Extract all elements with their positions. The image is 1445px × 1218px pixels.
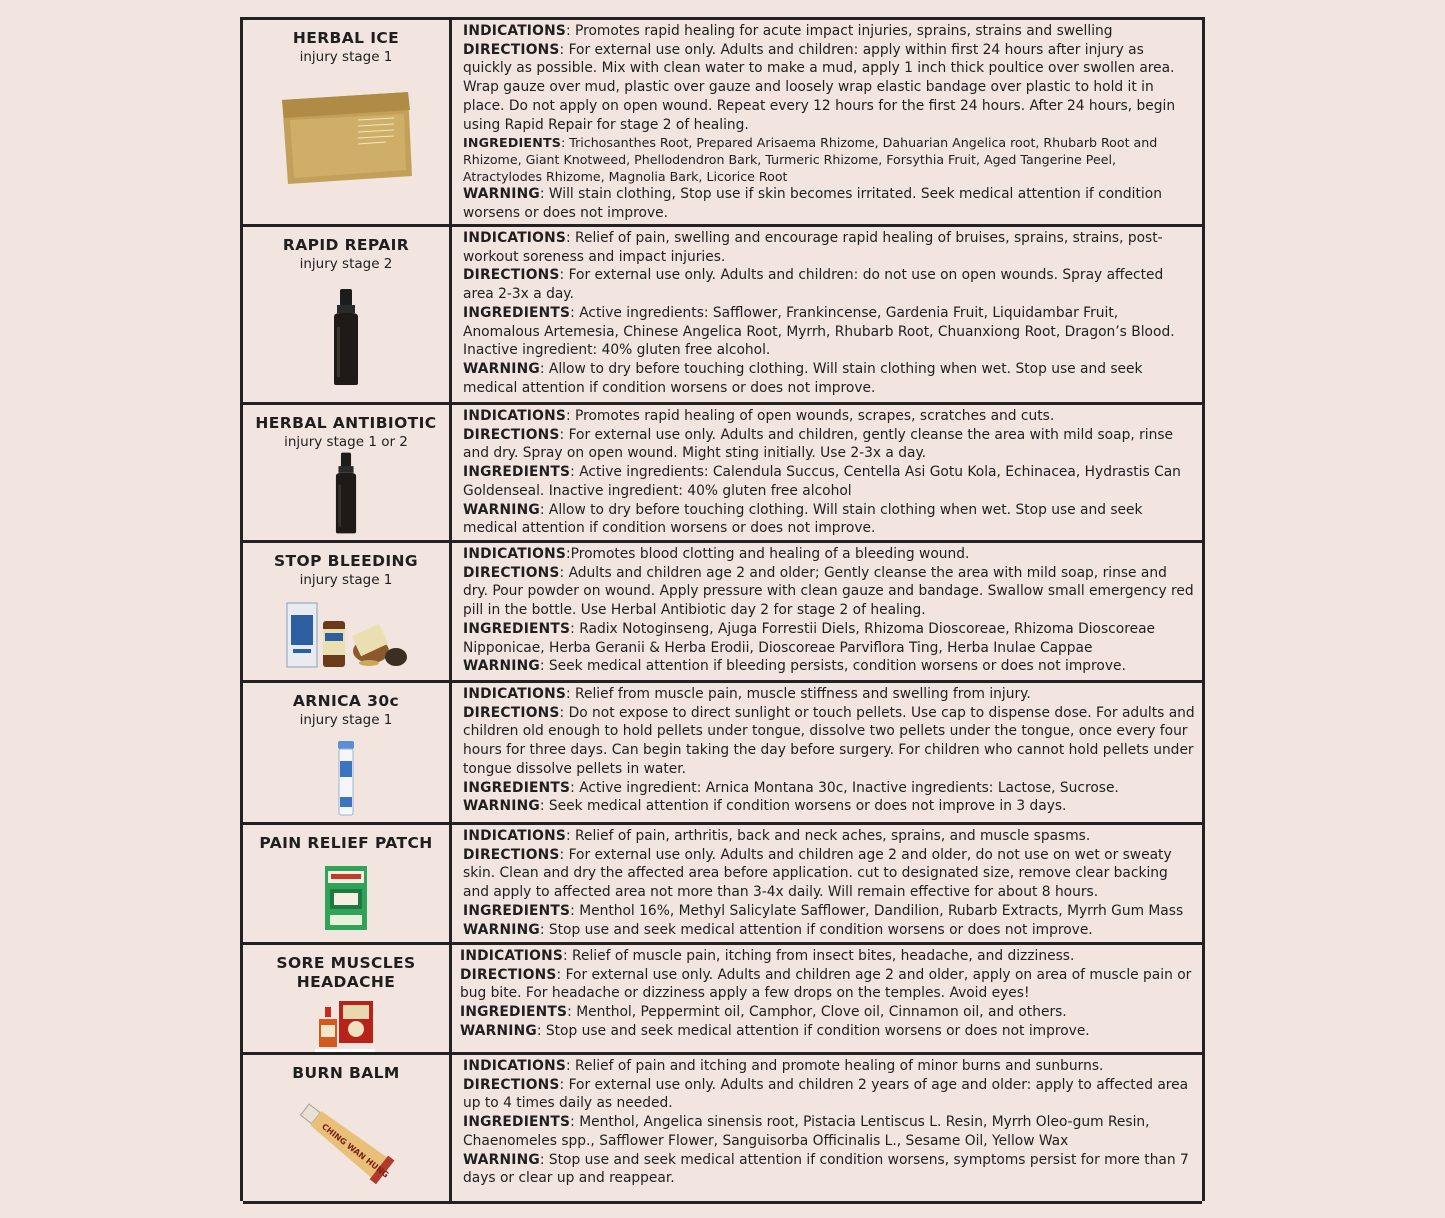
warning-text: : Stop use and seek medical attention if condition worsens or does not improve.: [536, 1022, 1090, 1039]
ingredients-text: : Menthol, Peppermint oil, Camphor, Clove oil, Cinnamon oil, and others.: [567, 1004, 1067, 1021]
indications-label: INDICATIONS: [463, 546, 566, 562]
directions-label: DIRECTIONS: [463, 704, 560, 721]
warning-label: WARNING: [463, 1151, 540, 1168]
ingredients-text: : Trichosanthes Root, Prepared Arisaema Rhizome, Dahuarian Angelica root, Rhubarb Root and Rhizome, Giant Knotweed, Phellodendron Bark, Turmeric Rhizome, Forsythia Fruit, Aged Tangerine Peel, Atractylodes Rhizome, Magnolia Bark, Licorice Root: [463, 135, 1158, 185]
product-details: [455, 22, 1196, 223]
table-row: [243, 945, 1202, 1055]
ingredients-label: INGREDIENTS: [463, 1114, 571, 1131]
ingredients-text: : Menthol, Angelica sinensis root, Pistacia Lentiscus L. Resin, Myrrh Oleo-gum Resin, Chaenomeles spp., Safflower Flower, Sanguisorba Officinalis L., Sesame Oil, Yellow Wax: [463, 1114, 1150, 1149]
warning-label: WARNING: [463, 501, 540, 518]
injury-stage: injury stage 1: [299, 712, 393, 728]
indications-label: INDICATIONS: [463, 686, 566, 702]
indications-label: INDICATIONS: [463, 828, 566, 844]
product-details: [455, 229, 1196, 397]
directions-text: : For external use only. Adults and children, gently cleanse the area with mild soap, rinse and dry. Spray on open wound. Might sting initially. Use 2-3x a day.: [463, 426, 1174, 462]
ingredients-text: : Active ingredients: Safflower, Frankincense, Gardenia Fruit, Liquidambar Fruit, Anomalous Artemesia, Chinese Angelica Root, Myrrh, Rhubarb Root, Chuanxiong Root, Dragon’s Blood. Inactive ingredient: 40% gluten free alcohol.: [463, 304, 1175, 359]
herbal-ice-packet-image: [243, 90, 449, 186]
spray-bottle-image: [243, 451, 449, 535]
warning-label: WARNING: [463, 798, 540, 815]
product-details: [455, 1057, 1196, 1188]
directions-label: DIRECTIONS: [463, 1076, 560, 1093]
directions-text: : Do not expose to direct sunlight or touch pellets. Use cap to dispense dose. For adults and children old enough to hold pellets under tongue, dissolve two pellets under the tongue, once every four hours for three days. Can begin taking the day before surgery. For children who cannot hold pellets under tongue dissolve pellets in water.: [463, 704, 1195, 777]
table-row: [243, 1055, 1202, 1204]
pellet-tube-image: [243, 741, 449, 817]
directions-label: DIRECTIONS: [460, 966, 557, 983]
product-cell: [243, 405, 452, 540]
injury-stage: injury stage 2: [299, 256, 393, 272]
injury-stage: injury stage 1: [299, 572, 393, 588]
directions-label: DIRECTIONS: [463, 41, 560, 58]
directions-label: DIRECTIONS: [463, 267, 560, 284]
ointment-tube-image: [243, 1097, 449, 1189]
indications-text: : Relief of muscle pain, itching from insect bites, headache, and dizziness.: [562, 948, 1075, 964]
product-cell: [243, 543, 452, 680]
directions-text: : For external use only. Adults and children 2 years of age and older: apply to affected area up to 4 times daily as needed.: [463, 1076, 1189, 1112]
product-details: [455, 827, 1196, 939]
product-cell: [243, 1055, 452, 1201]
warning-label: WARNING: [463, 360, 540, 377]
directions-text: : For external use only. Adults and children: apply within first 24 hours after injury as quickly as possible. Mix with clean water to make a mud, apply 1 inch thick poultice over swollen area. Wrap gauze over mud, plastic over gauze and loosely wrap elastic bandage over plastic to hold it in place. Do not apply on open wound. Repeat every 12 hours for the first 24 hours. After 24 hours, begin using Rapid Repair for stage 2 of healing.: [463, 41, 1176, 133]
product-name: PAIN RELIEF PATCH: [259, 834, 433, 852]
warning-label: WARNING: [463, 658, 540, 675]
product-details: [455, 545, 1196, 676]
powder-bottles-image: [243, 599, 449, 671]
warning-text: : Allow to dry before touching clothing. Will stain clothing when wet. Stop use and seek medical attention if condition worsens or does not improve.: [463, 501, 1143, 537]
product-cell: [243, 683, 452, 822]
ingredients-label: INGREDIENTS: [463, 779, 571, 796]
table-row: [243, 227, 1202, 405]
indications-text: : Relief of pain, arthritis, back and neck aches, sprains, and muscle spasms.: [565, 828, 1091, 844]
ingredients-label: INGREDIENTS: [463, 620, 571, 637]
table-row: [243, 543, 1202, 683]
indications-text: : Promotes rapid healing of open wounds, scrapes, scratches and cuts.: [565, 408, 1055, 424]
indications-label: INDICATIONS: [463, 23, 566, 39]
directions-text: : For external use only. Adults and children age 2 and older, do not use on wet or sweaty skin. Clean and dry the affected area before application. cut to designated size, remove clear backing and apply to affected area not more than 3-4x daily. Will remain effective for about 8 hours.: [463, 846, 1172, 901]
table-row: [243, 405, 1202, 543]
product-cell: [243, 20, 452, 224]
indications-label: INDICATIONS: [463, 408, 566, 424]
directions-label: DIRECTIONS: [463, 564, 560, 581]
tube-label: CHING WAN HUNG: [320, 1121, 391, 1180]
product-details: [452, 947, 1196, 1041]
product-name: STOP BLEEDING: [273, 552, 419, 570]
ingredients-text: : Active ingredients: Calendula Succus, Centella Asi Gotu Kola, Echinacea, Hydrastis Can Goldenseal. Inactive ingredient: 40% gluten free alcohol: [463, 464, 1181, 499]
indications-label: INDICATIONS: [460, 948, 563, 964]
injury-stage: injury stage 1 or 2: [284, 434, 408, 450]
product-cell: [243, 945, 452, 1052]
ingredients-label: INGREDIENTS: [463, 464, 571, 481]
product-table: [240, 17, 1205, 1201]
ingredients-text: : Active ingredient: Arnica Montana 30c, Inactive ingredients: Lactose, Sucrose.: [570, 779, 1119, 796]
warning-text: : Stop use and seek medical attention if condition worsens, symptoms persist for more than 7 days or clear up and reappear.: [463, 1151, 1189, 1187]
warning-text: : Seek medical attention if bleeding persists, condition worsens or does not improve.: [539, 658, 1126, 675]
product-name: SORE MUSCLES HEADACHE: [276, 954, 416, 991]
patch-box-image: [243, 865, 449, 931]
product-name: RAPID REPAIR: [282, 236, 410, 254]
table-row: [243, 20, 1202, 227]
ingredients-label: INGREDIENTS: [460, 1004, 568, 1021]
product-name: ARNICA 30c: [292, 692, 400, 710]
ingredients-label: INGREDIENTS: [463, 304, 571, 321]
directions-label: DIRECTIONS: [463, 846, 560, 863]
product-details: [455, 407, 1196, 538]
indications-text: : Relief of pain and itching and promote healing of minor burns and sunburns.: [565, 1058, 1104, 1074]
warning-label: WARNING: [463, 921, 540, 938]
indications-label: INDICATIONS: [463, 230, 566, 246]
ingredients-text: : Menthol 16%, Methyl Salicylate Safflower, Dandilion, Rubarb Extracts, Myrrh Gum Mass: [570, 902, 1184, 919]
indications-text: : Relief from muscle pain, muscle stiffness and swelling from injury.: [565, 686, 1031, 702]
product-name: HERBAL ICE: [292, 29, 400, 47]
warning-text: : Stop use and seek medical attention if condition worsens or does not improve.: [539, 921, 1093, 938]
ingredients-label: INGREDIENTS: [463, 902, 571, 919]
directions-label: DIRECTIONS: [463, 426, 560, 443]
warning-text: : Will stain clothing, Stop use if skin becomes irritated. Seek medical attention if condition worsens or does not improve.: [463, 186, 1162, 221]
indications-label: INDICATIONS: [463, 1058, 566, 1074]
warning-label: WARNING: [460, 1022, 537, 1039]
table-row: [243, 683, 1202, 825]
warning-label: WARNING: [463, 186, 540, 203]
injury-stage: injury stage 1: [299, 49, 393, 65]
oil-bottle-box-image: [243, 997, 449, 1053]
product-cell: [243, 825, 452, 942]
directions-text: : For external use only. Adults and children age 2 and older, apply on area of muscle pain or bug bite. For headache or dizziness apply a few drops on the temples. Avoid eyes!: [460, 966, 1192, 1002]
warning-text: : Allow to dry before touching clothing. Will stain clothing when wet. Stop use and seek medical attention if condition worsens or does not improve.: [463, 360, 1143, 396]
warning-text: : Seek medical attention if condition worsens or does not improve in 3 days.: [539, 798, 1067, 815]
product-details: [455, 685, 1196, 816]
directions-text: : For external use only. Adults and children: do not use on open wounds. Spray affected area 2-3x a day.: [463, 267, 1164, 303]
indications-text: :Promotes blood clotting and healing of a bleeding wound.: [565, 546, 970, 562]
ingredients-text: : Radix Notoginseng, Ajuga Forrestii Diels, Rhizoma Dioscoreae, Rhizoma Dioscoreae Nipponicae, Herba Geranii & Herba Erodii, Dioscoreae Parviflora Ting, Herba Inulae Cappae: [463, 620, 1156, 656]
directions-text: : Adults and children age 2 and older; Gently cleanse the area with mild soap, rinse and dry. Pour powder on wound. Apply pressure with clean gauze and bandage. Swallow small emergency red pill in the bottle. Use Herbal Antibiotic day 2 for stage 2 of healing.: [463, 564, 1194, 619]
product-name: BURN BALM: [292, 1064, 400, 1082]
product-cell: [243, 227, 452, 402]
product-name: HERBAL ANTIBIOTIC: [255, 414, 437, 432]
spray-bottle-image: [243, 287, 449, 387]
table-row: [243, 825, 1202, 945]
ingredients-label: INGREDIENTS: [463, 135, 562, 151]
indications-text: : Promotes rapid healing for acute impact injuries, sprains, strains and swelling: [565, 23, 1113, 39]
indications-text: : Relief of pain, swelling and encourage rapid healing of bruises, sprains, strains, post-workout soreness and impact injuries.: [463, 230, 1163, 265]
